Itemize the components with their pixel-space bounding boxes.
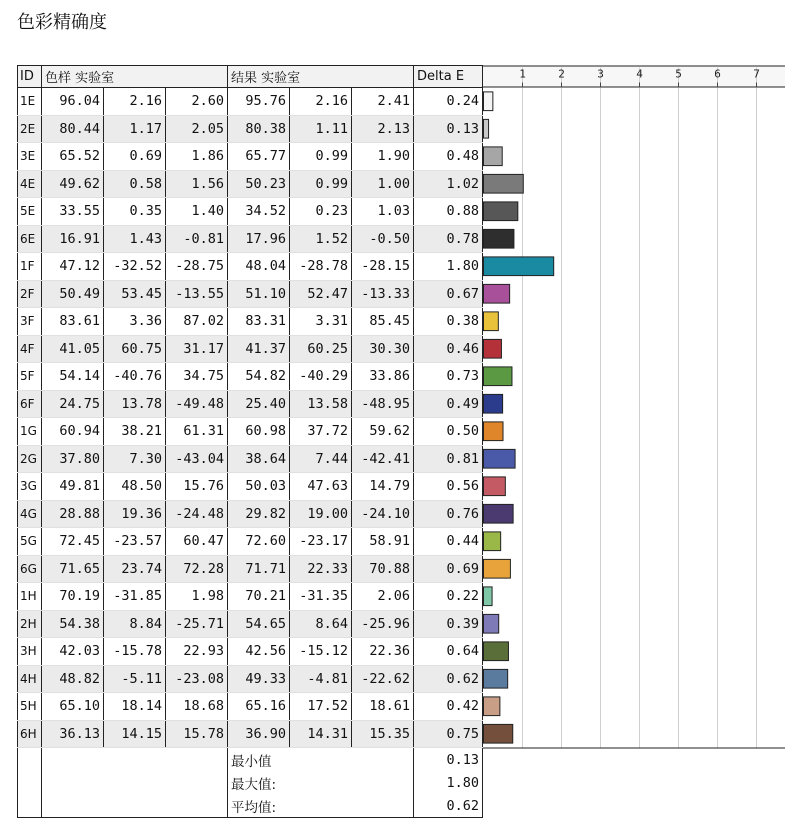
sample-L: 41.05: [42, 335, 104, 363]
result-L: 25.40: [228, 390, 290, 418]
bar: [484, 724, 513, 743]
result-L: 42.56: [228, 638, 290, 666]
sample-b: 87.02: [166, 308, 228, 336]
sample-b: 22.93: [166, 638, 228, 666]
bar: [484, 477, 506, 496]
result-a: 22.33: [290, 555, 352, 583]
delta-e-value: 0.13: [414, 115, 483, 143]
bar: [484, 367, 512, 386]
result-L: 83.31: [228, 308, 290, 336]
result-a: 19.00: [290, 500, 352, 528]
tick-label: 7: [753, 67, 760, 81]
delta-e-value: 0.39: [414, 610, 483, 638]
row-id: 2H: [18, 610, 42, 638]
result-L: 95.76: [228, 88, 290, 116]
sample-b: -23.08: [166, 665, 228, 693]
result-L: 48.04: [228, 253, 290, 281]
result-b: 1.90: [352, 143, 414, 171]
summary-value: 0.62: [414, 794, 483, 818]
sample-a: 14.15: [104, 720, 166, 748]
result-L: 38.64: [228, 445, 290, 473]
delta-e-value: 0.81: [414, 445, 483, 473]
result-b: -24.10: [352, 500, 414, 528]
result-b: 59.62: [352, 418, 414, 446]
sample-L: 50.49: [42, 280, 104, 308]
result-b: 33.86: [352, 363, 414, 391]
result-a: 60.25: [290, 335, 352, 363]
result-a: 8.64: [290, 610, 352, 638]
result-a: 7.44: [290, 445, 352, 473]
delta-e-value: 0.44: [414, 528, 483, 556]
sample-a: -23.57: [104, 528, 166, 556]
row-id: 4H: [18, 665, 42, 693]
row-id: 6H: [18, 720, 42, 748]
summary-label: 最大值:: [228, 771, 414, 794]
tick-label: 2: [558, 67, 565, 81]
bar: [484, 119, 489, 138]
result-b: 15.35: [352, 720, 414, 748]
bar: [484, 504, 514, 523]
sample-a: 19.36: [104, 500, 166, 528]
result-L: 49.33: [228, 665, 290, 693]
result-a: -15.12: [290, 638, 352, 666]
sample-L: 71.65: [42, 555, 104, 583]
sample-a: 53.45: [104, 280, 166, 308]
delta-e-value: 1.80: [414, 253, 483, 281]
tick-label: 6: [714, 67, 721, 81]
delta-e-value: 0.24: [414, 88, 483, 116]
sample-b: 34.75: [166, 363, 228, 391]
sample-b: -0.81: [166, 225, 228, 253]
row-id: 4E: [18, 170, 42, 198]
sample-a: 2.16: [104, 88, 166, 116]
sample-L: 80.44: [42, 115, 104, 143]
result-b: 1.03: [352, 198, 414, 226]
result-b: -13.33: [352, 280, 414, 308]
result-a: -28.78: [290, 253, 352, 281]
sample-a: 23.74: [104, 555, 166, 583]
bar: [484, 229, 514, 248]
sample-L: 83.61: [42, 308, 104, 336]
row-id: 3E: [18, 143, 42, 171]
row-id: 1F: [18, 253, 42, 281]
sample-L: 49.62: [42, 170, 104, 198]
result-L: 50.23: [228, 170, 290, 198]
summary-value: 1.80: [414, 771, 483, 794]
delta-e-value: 0.76: [414, 500, 483, 528]
delta-e-value: 0.75: [414, 720, 483, 748]
result-b: 70.88: [352, 555, 414, 583]
sample-L: 65.52: [42, 143, 104, 171]
sample-b: -25.71: [166, 610, 228, 638]
sample-L: 96.04: [42, 88, 104, 116]
result-b: 18.61: [352, 693, 414, 721]
sample-a: 3.36: [104, 308, 166, 336]
bar: [484, 614, 499, 633]
delta-e-value: 0.62: [414, 665, 483, 693]
bar: [484, 339, 502, 358]
result-a: 47.63: [290, 473, 352, 501]
result-a: 0.99: [290, 170, 352, 198]
sample-a: 18.14: [104, 693, 166, 721]
row-id: 1H: [18, 583, 42, 611]
result-a: 37.72: [290, 418, 352, 446]
result-L: 54.65: [228, 610, 290, 638]
sample-L: 24.75: [42, 390, 104, 418]
result-b: -48.95: [352, 390, 414, 418]
sample-a: 48.50: [104, 473, 166, 501]
row-id: 4G: [18, 500, 42, 528]
result-L: 34.52: [228, 198, 290, 226]
result-a: 1.52: [290, 225, 352, 253]
delta-e-value: 0.48: [414, 143, 483, 171]
sample-L: 48.82: [42, 665, 104, 693]
row-id: 4F: [18, 335, 42, 363]
summary-label: 最小值: [228, 748, 414, 772]
sample-a: 0.35: [104, 198, 166, 226]
bar: [484, 449, 516, 468]
result-a: -31.35: [290, 583, 352, 611]
row-id: 2F: [18, 280, 42, 308]
result-L: 51.10: [228, 280, 290, 308]
sample-b: -13.55: [166, 280, 228, 308]
bar: [484, 92, 493, 111]
sample-L: 47.12: [42, 253, 104, 281]
delta-e-value: 0.73: [414, 363, 483, 391]
sample-L: 37.80: [42, 445, 104, 473]
result-b: 30.30: [352, 335, 414, 363]
delta-e-value: 0.50: [414, 418, 483, 446]
sample-a: 7.30: [104, 445, 166, 473]
header-id: ID: [18, 66, 42, 88]
sample-b: 72.28: [166, 555, 228, 583]
sample-b: 60.47: [166, 528, 228, 556]
bar: [484, 587, 493, 606]
sample-b: -43.04: [166, 445, 228, 473]
bar: [484, 697, 500, 716]
sample-b: 2.05: [166, 115, 228, 143]
sample-a: 8.84: [104, 610, 166, 638]
sample-b: 1.86: [166, 143, 228, 171]
delta-e-value: 0.42: [414, 693, 483, 721]
chart-header-strip: [483, 66, 785, 88]
sample-b: 2.60: [166, 88, 228, 116]
row-id: 5G: [18, 528, 42, 556]
result-a: 13.58: [290, 390, 352, 418]
result-L: 70.21: [228, 583, 290, 611]
row-id: 5E: [18, 198, 42, 226]
delta-e-value: 0.46: [414, 335, 483, 363]
sample-b: 61.31: [166, 418, 228, 446]
sample-b: -49.48: [166, 390, 228, 418]
row-id: 3H: [18, 638, 42, 666]
sample-a: -15.78: [104, 638, 166, 666]
result-b: 58.91: [352, 528, 414, 556]
sample-a: -32.52: [104, 253, 166, 281]
result-a: 2.16: [290, 88, 352, 116]
delta-e-value: 1.02: [414, 170, 483, 198]
result-L: 54.82: [228, 363, 290, 391]
bar: [484, 669, 508, 688]
row-id: 1E: [18, 88, 42, 116]
sample-b: 18.68: [166, 693, 228, 721]
sample-L: 33.55: [42, 198, 104, 226]
result-b: -25.96: [352, 610, 414, 638]
bar: [484, 559, 511, 578]
row-id: 2G: [18, 445, 42, 473]
sample-a: -31.85: [104, 583, 166, 611]
sample-L: 72.45: [42, 528, 104, 556]
delta-e-value: 0.88: [414, 198, 483, 226]
result-L: 17.96: [228, 225, 290, 253]
result-L: 41.37: [228, 335, 290, 363]
row-id: 5F: [18, 363, 42, 391]
sample-a: 0.58: [104, 170, 166, 198]
delta-e-value: 0.67: [414, 280, 483, 308]
tick-label: 1: [519, 67, 526, 81]
result-L: 71.71: [228, 555, 290, 583]
sample-L: 54.38: [42, 610, 104, 638]
result-b: 2.06: [352, 583, 414, 611]
tick-label: 4: [636, 67, 643, 81]
sample-b: -24.48: [166, 500, 228, 528]
result-a: -4.81: [290, 665, 352, 693]
sample-a: 0.69: [104, 143, 166, 171]
summary-label: 平均值:: [228, 794, 414, 818]
result-b: -28.15: [352, 253, 414, 281]
row-id: 2E: [18, 115, 42, 143]
bar: [484, 532, 501, 551]
result-a: 17.52: [290, 693, 352, 721]
result-L: 65.77: [228, 143, 290, 171]
sample-L: 16.91: [42, 225, 104, 253]
sample-b: 1.98: [166, 583, 228, 611]
sample-L: 36.13: [42, 720, 104, 748]
result-b: 1.00: [352, 170, 414, 198]
sample-b: 15.76: [166, 473, 228, 501]
result-L: 29.82: [228, 500, 290, 528]
result-a: 0.99: [290, 143, 352, 171]
result-a: 1.11: [290, 115, 352, 143]
delta-e-value: 0.22: [414, 583, 483, 611]
bar: [484, 202, 518, 221]
delta-e-value: 0.56: [414, 473, 483, 501]
result-b: 85.45: [352, 308, 414, 336]
delta-e-value: 0.64: [414, 638, 483, 666]
result-b: 2.13: [352, 115, 414, 143]
row-id: 5H: [18, 693, 42, 721]
delta-e-value: 0.78: [414, 225, 483, 253]
bar: [484, 174, 524, 193]
sample-a: -5.11: [104, 665, 166, 693]
result-L: 50.03: [228, 473, 290, 501]
row-id: 3G: [18, 473, 42, 501]
sample-a: 38.21: [104, 418, 166, 446]
sample-L: 54.14: [42, 363, 104, 391]
sample-L: 60.94: [42, 418, 104, 446]
tick-label: 3: [597, 67, 604, 81]
header-result-lab: 结果 实验室: [228, 66, 414, 88]
result-a: -23.17: [290, 528, 352, 556]
sample-b: 15.78: [166, 720, 228, 748]
summary-value: 0.13: [414, 748, 483, 772]
result-L: 80.38: [228, 115, 290, 143]
row-id: 6G: [18, 555, 42, 583]
result-a: 52.47: [290, 280, 352, 308]
result-L: 65.16: [228, 693, 290, 721]
sample-a: 60.75: [104, 335, 166, 363]
header-delta-e: Delta E: [414, 66, 483, 88]
sample-b: -28.75: [166, 253, 228, 281]
delta-e-value: 0.49: [414, 390, 483, 418]
sample-L: 49.81: [42, 473, 104, 501]
bar: [484, 394, 503, 413]
bar: [484, 257, 554, 276]
page-title: 色彩精确度: [17, 12, 107, 33]
sample-a: -40.76: [104, 363, 166, 391]
result-a: -40.29: [290, 363, 352, 391]
result-b: -42.41: [352, 445, 414, 473]
result-b: -0.50: [352, 225, 414, 253]
row-id: 6E: [18, 225, 42, 253]
result-b: 22.36: [352, 638, 414, 666]
result-L: 36.90: [228, 720, 290, 748]
sample-L: 70.19: [42, 583, 104, 611]
sample-b: 31.17: [166, 335, 228, 363]
result-L: 60.98: [228, 418, 290, 446]
bar: [484, 642, 509, 661]
bar: [484, 147, 503, 166]
sample-L: 65.10: [42, 693, 104, 721]
sample-L: 42.03: [42, 638, 104, 666]
sample-a: 1.17: [104, 115, 166, 143]
bar: [484, 312, 499, 331]
sample-b: 1.56: [166, 170, 228, 198]
result-a: 0.23: [290, 198, 352, 226]
bar: [484, 284, 510, 303]
row-id: 3F: [18, 308, 42, 336]
result-b: -22.62: [352, 665, 414, 693]
bar: [484, 422, 504, 441]
header-sample-lab: 色样 实验室: [42, 66, 228, 88]
sample-L: 28.88: [42, 500, 104, 528]
result-L: 72.60: [228, 528, 290, 556]
sample-b: 1.40: [166, 198, 228, 226]
tick-label: 5: [675, 67, 682, 81]
result-a: 14.31: [290, 720, 352, 748]
delta-e-value: 0.69: [414, 555, 483, 583]
row-id: 1G: [18, 418, 42, 446]
sample-a: 13.78: [104, 390, 166, 418]
result-b: 14.79: [352, 473, 414, 501]
delta-e-value: 0.38: [414, 308, 483, 336]
result-a: 3.31: [290, 308, 352, 336]
sample-a: 1.43: [104, 225, 166, 253]
result-b: 2.41: [352, 88, 414, 116]
row-id: 6F: [18, 390, 42, 418]
